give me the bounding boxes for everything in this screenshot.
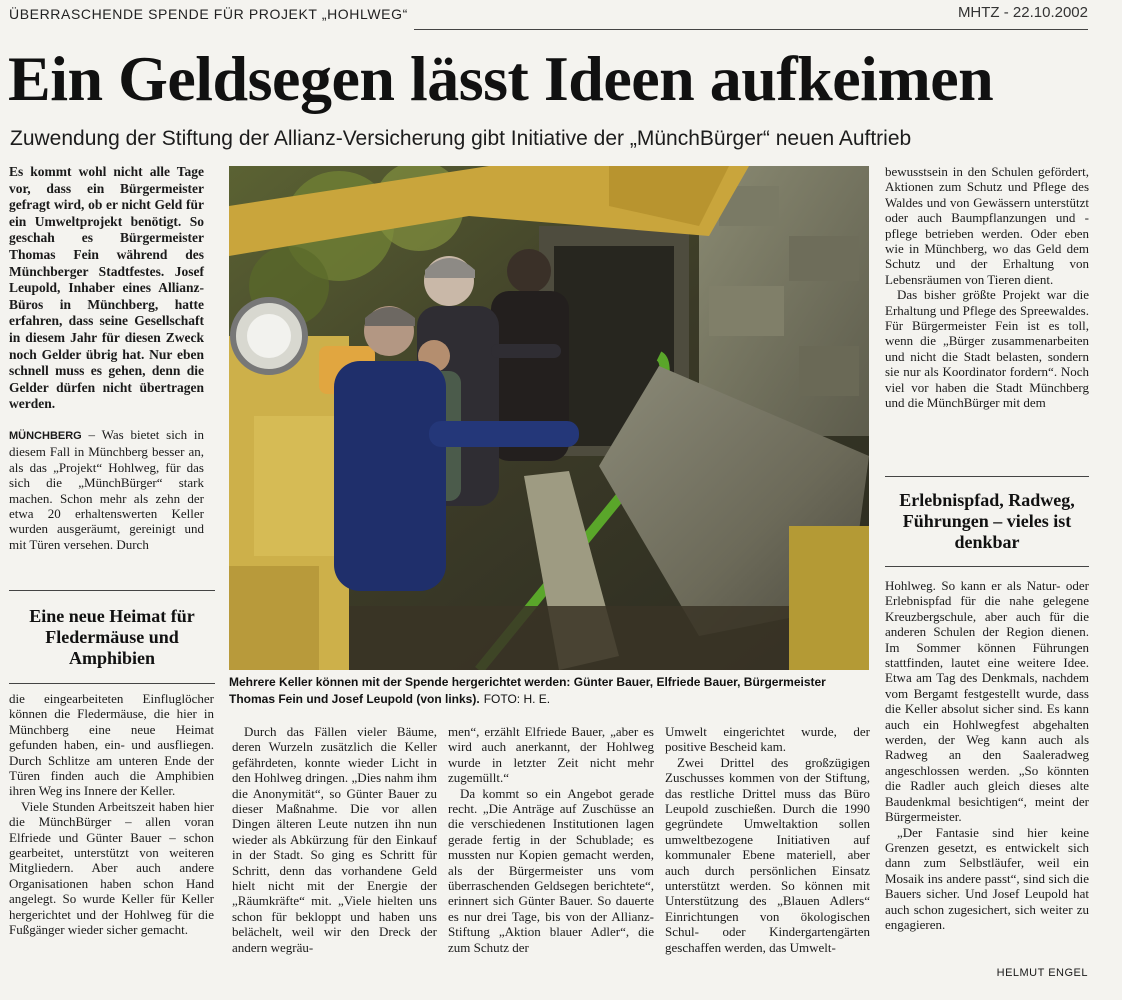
author-byline: HELMUT ENGEL (996, 967, 1088, 979)
news-photo (229, 166, 869, 670)
body-paragraph: Das bisher größte Projekt war die Erhaltung und Pflege des Spreewaldes. Für Bürgermeister Fein ist es toll, wenn die „Bürger zusammenarbeiten und nicht die Stadt belasten, sondern sie nur als Koordinator fordern“. Noch viel vor haben die Stadt Münchberg und die MünchBürger mit dem (885, 287, 1089, 411)
dateline: MÜNCHBERG (9, 429, 82, 442)
body-text: – Was bietet sich in diesem Fall in Münchberg besser an, als das „Projekt“ Hohlweg, für das sich die „MünchBürger“ stark machen. Schon mehr als zehn der etwa 20 erhaltenswerten Keller wurden ausgeräumt, gereinigt und mit Türen versehen. Durch (9, 426, 204, 552)
subheadline: Zuwendung der Stiftung der Allianz-Versicherung gibt Initiative der „MünchBürger“ neuen Auftrieb (10, 127, 912, 150)
interhead-rule-bottom (885, 566, 1089, 567)
column-5-upper (885, 164, 1089, 411)
photo-illustration (229, 166, 869, 670)
column-2 (232, 724, 437, 955)
body-paragraph: „Der Fantasie sind hier keine Grenzen gesetzt, es entwickelt sich dann zum Selbstläufer, weil ein Mosaik ins andere passt“, sind sich die Bauers sicher. Und Josef Leupold hat auch schon zugesichert, sich weiter zu engagieren. (885, 824, 1089, 932)
body-paragraph: Hohlweg. So kann er als Natur- oder Erlebnispfad für die nahe gelegene Kreuzbergschule, aber auch für die anderen Schulen der Region dienen. Im Sommer können Führungen stattfinden, lautet eine weitere Idee. Etwa am Tag des Denkmals, nachdem vom Bergamt festgestellt wurde, dass die Keller absolut sicher sind. Es kann auch ein Hohlwegfest abgehalten werden, der Weg kann auch als Radweg an den Saaleradweg angeschlossen werden. „So könnten die Radler auch gleich dieses alte Baudenkmal besichtigen“, meint der Bürgermeister. (885, 578, 1089, 825)
column-4 (665, 724, 870, 955)
interhead-rule-bottom (9, 683, 215, 684)
photo-credit: FOTO: H. E. (483, 692, 551, 706)
body-paragraph: Zwei Drittel des großzügigen Zuschusses kommen von der Stiftung, das restliche Drittel muss das Büro Leupold zuschießen. Durch die 1990 gegründete Umweltaktion sollen umweltbezogene Initiativen auf kommunaler Ebene materiell, aber auch durch persönlichen Einsatz unterstützt werden. So können mit Unterstützung des „Blauen Adlers“ Einrichtungen von ökologischen Schul- oder Kindergartengärten geschaffen werden, das Umwelt- (665, 754, 870, 955)
headline: Ein Geldsegen lässt Ideen aufkeimen (8, 43, 994, 114)
interhead-rule-top (9, 590, 215, 591)
caption-text: Mehrere Keller können mit der Spende hergerichtet werden: Günter Bauer, Elfriede Bauer, Bürgermeister Thomas Fein und Josef Leupold (von links). (229, 675, 826, 706)
body-paragraph: Umwelt eingerichtet wurde, der positive Bescheid kam. (665, 724, 870, 755)
source-date: MHTZ - 22.10.2002 (957, 4, 1088, 21)
top-rule (414, 29, 1088, 30)
body-paragraph: Da kommt so ein Angebot gerade recht. „Die Anträge auf Zuschüsse an die verschiedenen Institutionen lagen gerade fertig in der Schublade; es mussten nur Kopien gemacht werden, als der Bürgermeister uns vom überraschenden Geldsegen berichtete“, erinnert sich Günter Bauer. So dauerte es nur drei Tage, bis von der Allianz-Stiftung „Aktion blauer Adler“, die zum Schutz der (448, 785, 654, 955)
body-paragraph: men“, erzählt Elfriede Bauer, „aber es wird auch anerkannt, der Hohlweg wurde in letzter Zeit nicht mehr zugemüllt.“ (448, 724, 654, 786)
column-3 (448, 724, 654, 955)
body-paragraph: Viele Stunden Arbeitszeit haben hier die MünchBürger – allen voran Elfriede und Günter Bauer – schon gearbeitet, unterstützt von weiteren Mitgliedern. Aber auch andere Organisationen haben schon Hand angelegt. So wurde Keller für Keller hergerichtet und der Hohlweg für die Fußgänger wieder sicher gemacht. (9, 798, 214, 938)
kicker: ÜBERRASCHENDE SPENDE FÜR PROJEKT „HOHLWEG“ (9, 6, 408, 22)
photo-caption (229, 674, 869, 708)
body-paragraph: bewusstsein in den Schulen gefördert, Aktionen zum Schutz und Pflege des Waldes und von Gewässern unterstützt oder auch Baumpflanzungen und -pflege betrieben werden. Oder eben wie in Münchberg, wo das Geld dem Schutz und der Erhaltung von Lebensräumen von Tieren dient. (885, 164, 1089, 287)
lead-paragraph: Es kommt wohl nicht alle Tage vor, dass ein Bürgermeister gefragt wird, ob er nicht Geld für ein Umweltprojekt benötigt. So geschah es Bürgermeister Thomas Fein während des Münchberger Stadtfestes. Josef Leupold, Inhaber eines Allianz-Büros in Münchberg, hatte erfahren, dass seine Gesellschaft in diesem Jahr für diesen Zweck noch Gelder übrig hat. Nur eben schnell muss es gehen, denn die Gelder dürfen nicht übertragen werden. (9, 164, 204, 412)
interhead-fledermaeuse: Eine neue Heimat für Fledermäuse und Amphibien (29, 606, 195, 668)
body-paragraph: Durch das Fällen vieler Bäume, deren Wurzeln zusätzlich die Keller gefährdeten, konnte wieder Licht in den Hohlweg dringen. „Dies nahm ihm die Anonymität“, so Günter Bauer zu dieser Maßnahme. Die vor allen Dingen älteren Leute nutzen ihn nun wieder als Abkürzung für den Einkauf in der Stadt. So ging es Schritt für Schritt, denn das vorhandene Geld hielt nicht mit der Energie der „Räumkräfte“ mit. „Viele hielten uns schon für bekloppt und haben uns belächelt, weil wir den Dreck der andern wegräu- (232, 724, 437, 955)
column-1-lower (9, 691, 214, 938)
body-paragraph: die eingearbeiteten Einfluglöcher können die Fledermäuse, die hier in Münchberg eine neue Heimat gefunden haben, ein- und ausfliegen. Durch Schlitze am unteren Ende der Türen finden auch die Amphibien ihren Weg ins Innere der Keller. (9, 691, 214, 799)
body-paragraph (9, 427, 204, 552)
lead-column (9, 164, 204, 552)
interhead-erlebnispfad: Erlebnispfad, Radweg, Führungen – vieles ist denkbar (899, 490, 1075, 552)
interhead-rule-top (885, 476, 1089, 477)
column-5-lower (885, 578, 1089, 932)
